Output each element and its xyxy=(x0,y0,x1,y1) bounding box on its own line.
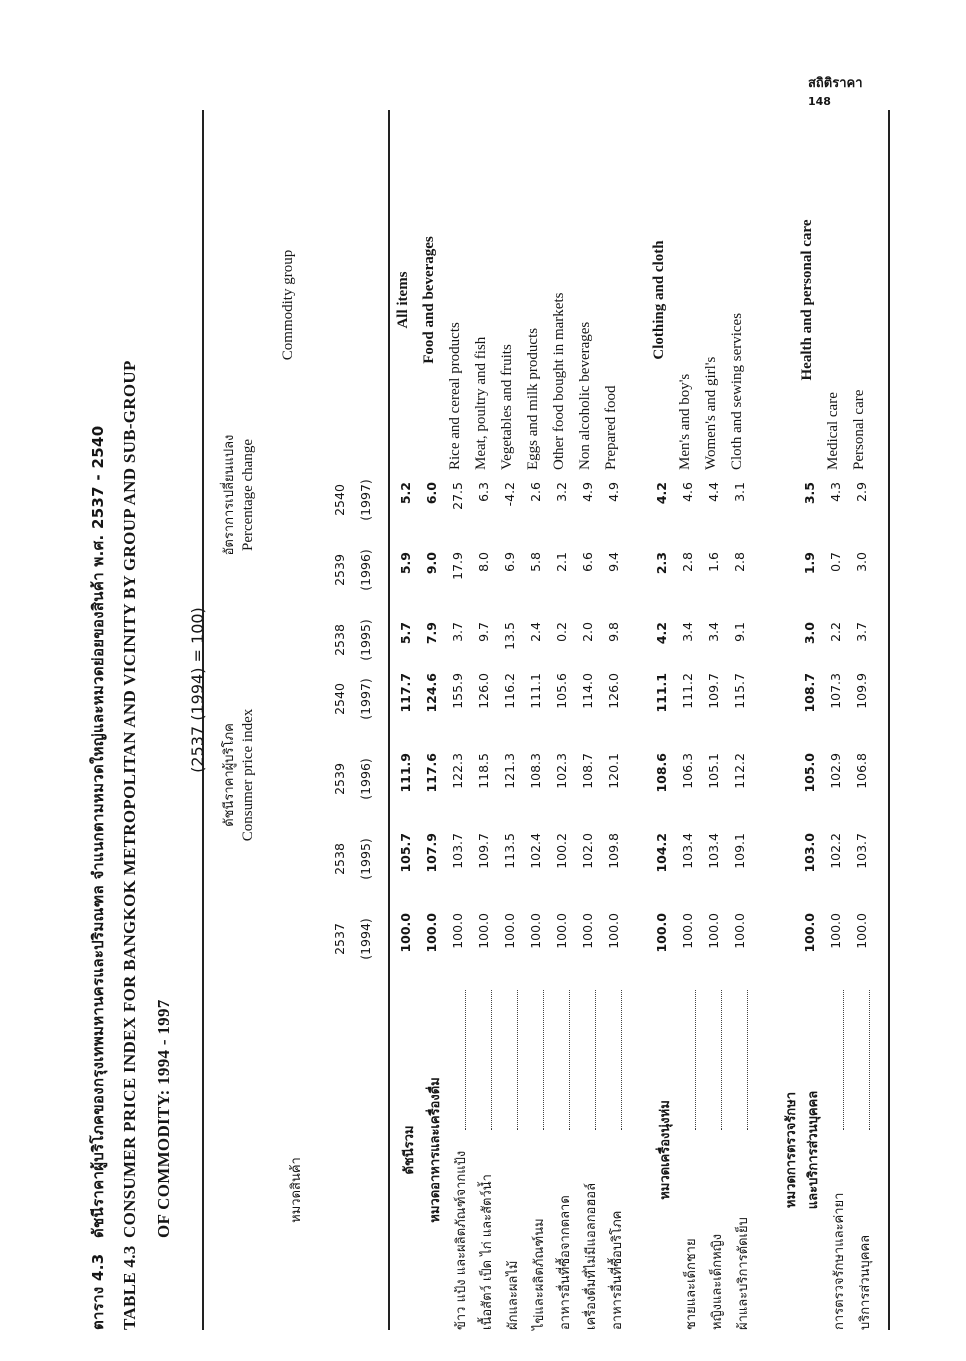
pct-value: 4.6 xyxy=(680,482,695,502)
cpi-value: 109.8 xyxy=(606,833,621,869)
pct-value: 6.6 xyxy=(580,552,595,572)
row-label-thai-line1: หมวดการตรวจรักษา xyxy=(784,1091,799,1209)
pct-value: 8.0 xyxy=(476,552,491,572)
pct-value: 2.8 xyxy=(732,552,747,572)
pct-value: 2.2 xyxy=(828,622,843,642)
pct-value: 3.7 xyxy=(854,622,869,642)
cpi-value: 126.0 xyxy=(476,673,491,709)
pct-value: 9.1 xyxy=(732,622,747,642)
cpi-value: 100.0 xyxy=(476,913,491,949)
pct-value: 27.5 xyxy=(450,482,465,510)
cpi-value: 103.0 xyxy=(802,833,817,873)
row-label-thai: ข้าว แป้ง และผลิตภัณฑ์จากแป้ง xyxy=(454,1150,469,1330)
pct-header-english: Percentage change xyxy=(240,438,256,552)
pct-value: 7.9 xyxy=(424,622,439,645)
cpi-value: 105.1 xyxy=(706,753,721,789)
pct-value: 4.2 xyxy=(654,482,669,505)
pct-year-be: 2539 xyxy=(332,554,347,586)
row-label-english: Meat, poultry and fish xyxy=(473,336,489,470)
leader-dots xyxy=(621,990,622,1130)
row-label-english: Eggs and milk products xyxy=(525,327,541,470)
cpi-year-ce: (1994) xyxy=(358,918,373,960)
cpi-value: 109.7 xyxy=(476,833,491,869)
cpi-year-ce: (1995) xyxy=(358,838,373,880)
cpi-value: 116.2 xyxy=(502,673,517,709)
pct-value: 4.9 xyxy=(606,482,621,502)
row-label-english: Women's and girl's xyxy=(703,356,719,470)
pct-value: 4.2 xyxy=(654,622,669,645)
leader-dots xyxy=(465,990,466,1130)
title-english-line1: CONSUMER PRICE INDEX FOR BANGKOK METROPOLITAN AND VICINITY BY GROUP AND SUB-GROUP xyxy=(120,360,139,1238)
cpi-year-be: 2539 xyxy=(332,763,347,795)
row-label-english: Clothing and cloth xyxy=(651,240,667,360)
pct-value: 4.4 xyxy=(706,482,721,502)
leader-dots xyxy=(491,990,492,1130)
table-label-thai: ตาราง 4.3 xyxy=(89,1253,107,1330)
pct-value: 5.2 xyxy=(398,482,413,505)
pct-year-be: 2538 xyxy=(332,624,347,656)
pct-value: 9.8 xyxy=(606,622,621,642)
pct-value: 3.0 xyxy=(854,552,869,572)
pct-value: 1.6 xyxy=(706,552,721,572)
pct-value: 17.9 xyxy=(450,552,465,580)
cpi-value: 118.5 xyxy=(476,753,491,789)
title-thai xyxy=(86,426,110,1330)
cpi-value: 100.0 xyxy=(424,913,439,953)
row-label-thai: หมวดอาหารและเครื่องดื่ม xyxy=(428,1077,443,1223)
row-label-thai: การตรวจรักษาและค่ายา xyxy=(832,1192,847,1330)
leader-dots xyxy=(843,990,844,1130)
pct-value: 3.4 xyxy=(680,622,695,642)
title-thai-text: ดัชนีราคาผู้บริโภคของกรุงเทพมหานครและปริมณฑล จำแนกตามหมวดใหญ่และหมวดย่อยของสินค้า พ.ศ. 2537 - 2540 xyxy=(89,425,107,1238)
cpi-value: 102.3 xyxy=(554,753,569,789)
cpi-value: 100.0 xyxy=(398,913,413,953)
cpi-value: 108.7 xyxy=(580,753,595,789)
row-label-english: Rice and cereal products xyxy=(447,322,463,470)
leader-dots xyxy=(517,990,518,1130)
row-label-english: Prepared food xyxy=(603,385,619,470)
row-label-thai: เครื่องดื่มที่ไม่มีแอลกอฮอล์ xyxy=(584,1182,599,1330)
pct-year-be: 2540 xyxy=(332,484,347,516)
pct-value: 3.7 xyxy=(450,622,465,642)
leader-dots xyxy=(721,990,722,1130)
row-label-english: Other food bought in markets xyxy=(551,292,567,470)
row-label-thai: หญิงและเด็กหญิง xyxy=(710,1233,725,1330)
row-label-thai: ผ้าและบริการตัดเย็บ xyxy=(736,1217,751,1330)
cpi-year-ce: (1997) xyxy=(358,678,373,720)
pct-value: 6.3 xyxy=(476,482,491,502)
cpi-value: 115.7 xyxy=(732,673,747,709)
leader-dots xyxy=(543,990,544,1130)
pct-year-ce: (1997) xyxy=(358,479,373,521)
row-label-english: Food and beverages xyxy=(421,236,437,364)
row-label-thai: อาหารอื่นที่ซื้อจากตลาด xyxy=(558,1195,573,1330)
cpi-value: 102.0 xyxy=(580,833,595,869)
pct-value: 1.9 xyxy=(802,552,817,575)
pct-value: 9.0 xyxy=(424,552,439,575)
cpi-value: 122.3 xyxy=(450,753,465,789)
cpi-value: 108.3 xyxy=(528,753,543,789)
pct-value: 6.0 xyxy=(424,482,439,505)
cpi-value: 105.7 xyxy=(398,833,413,873)
cpi-value: 100.0 xyxy=(680,913,695,949)
table-label-english: TABLE 4.3 xyxy=(120,1245,139,1330)
cpi-value: 120.1 xyxy=(606,753,621,789)
pct-value: 2.8 xyxy=(680,552,695,572)
cpi-value: 100.0 xyxy=(528,913,543,949)
cpi-value: 112.2 xyxy=(732,753,747,789)
row-label-english: Medical care xyxy=(825,392,841,470)
cpi-value: 111.2 xyxy=(680,673,695,709)
cpi-value: 100.0 xyxy=(732,913,747,949)
cpi-value: 104.2 xyxy=(654,833,669,873)
row-label-english: Men's and boy's xyxy=(677,373,693,470)
pct-value: 2.9 xyxy=(854,482,869,502)
cpi-year-ce: (1996) xyxy=(358,758,373,800)
cpi-value: 121.3 xyxy=(502,753,517,789)
cpi-value: 103.4 xyxy=(706,833,721,869)
pct-value: -4.2 xyxy=(502,482,517,507)
pct-value: 3.4 xyxy=(706,622,721,642)
cpi-value: 102.9 xyxy=(828,753,843,789)
row-label-english: All items xyxy=(395,271,411,329)
title-english-line2: OF COMMODITY: 1994 - 1997 xyxy=(154,999,173,1238)
title-english xyxy=(120,360,140,1330)
cpi-value: 100.2 xyxy=(554,833,569,869)
cpi-value: 109.1 xyxy=(732,833,747,869)
cpi-value: 106.8 xyxy=(854,753,869,789)
cpi-value: 126.0 xyxy=(606,673,621,709)
pct-value: 4.9 xyxy=(580,482,595,502)
base-note: (2537 (1994) = 100) xyxy=(188,607,207,773)
cpi-value: 100.0 xyxy=(606,913,621,949)
row-label-thai: ชายและเด็กชาย xyxy=(684,1238,699,1330)
row-label-thai: ดัชนีรวม xyxy=(402,1125,417,1175)
cpi-header-thai: ดัชนีราคาผู้บริโภค xyxy=(222,723,237,827)
pct-value: 5.9 xyxy=(398,552,413,575)
commodity-header-thai: หมวดสินค้า xyxy=(289,1157,304,1223)
cpi-value: 105.6 xyxy=(554,673,569,709)
cpi-value: 109.9 xyxy=(854,673,869,709)
section-title: สถิติราคา xyxy=(808,76,863,91)
cpi-value: 108.7 xyxy=(802,673,817,713)
cpi-value: 107.3 xyxy=(828,673,843,709)
cpi-value: 117.6 xyxy=(424,753,439,793)
pct-value: 3.2 xyxy=(554,482,569,502)
row-label-thai: อาหารอื่นที่ซื้อบริโภค xyxy=(610,1210,625,1330)
leader-dots xyxy=(869,990,870,1130)
cpi-value: 155.9 xyxy=(450,673,465,709)
leader-dots xyxy=(695,990,696,1130)
cpi-value: 100.0 xyxy=(450,913,465,949)
cpi-year-be: 2538 xyxy=(332,843,347,875)
pct-value: 6.9 xyxy=(502,552,517,572)
cpi-value: 100.0 xyxy=(580,913,595,949)
cpi-year-be: 2540 xyxy=(332,683,347,715)
row-label-english: Personal care xyxy=(851,389,867,470)
pct-header-thai: อัตราการเปลี่ยนแปลง xyxy=(222,434,237,556)
cpi-value: 106.3 xyxy=(680,753,695,789)
cpi-value: 111.9 xyxy=(398,753,413,793)
row-label-thai: และบริการส่วนบุคคล xyxy=(806,1090,821,1210)
pct-value: 2.1 xyxy=(554,552,569,572)
row-label-english: Vegetables and fruits xyxy=(499,344,515,470)
pct-value: 3.5 xyxy=(802,482,817,505)
cpi-value: 114.0 xyxy=(580,673,595,709)
row-label-thai: บริการส่วนบุคคล xyxy=(858,1234,873,1330)
pct-value: 2.3 xyxy=(654,552,669,575)
pct-value: 0.7 xyxy=(828,552,843,572)
cpi-value: 117.7 xyxy=(398,673,413,713)
cpi-value: 100.0 xyxy=(854,913,869,949)
header-bottom-rule xyxy=(388,110,390,1330)
pct-year-ce: (1996) xyxy=(358,549,373,591)
cpi-value: 100.0 xyxy=(802,913,817,953)
cpi-value: 113.5 xyxy=(502,833,517,869)
pct-value: 4.3 xyxy=(828,482,843,502)
leader-dots xyxy=(569,990,570,1130)
pct-value: 3.1 xyxy=(732,482,747,502)
row-label-thai: หมวดเครื่องนุ่งห่ม xyxy=(658,1100,673,1200)
pct-value: 5.7 xyxy=(398,622,413,645)
cpi-value: 107.9 xyxy=(424,833,439,873)
cpi-value: 108.6 xyxy=(654,753,669,793)
row-label-english: Non alcoholic beverages xyxy=(577,321,593,470)
pct-value: 2.6 xyxy=(528,482,543,502)
row-label-thai: เนื้อสัตว์ เป็ด ไก่ และสัตว์น้ำ xyxy=(480,1174,495,1330)
cpi-value: 100.0 xyxy=(502,913,517,949)
cpi-value: 111.1 xyxy=(654,673,669,713)
cpi-value: 103.7 xyxy=(450,833,465,869)
pct-value: 0.2 xyxy=(554,622,569,642)
pct-value: 9.7 xyxy=(476,622,491,642)
cpi-value: 100.0 xyxy=(654,913,669,953)
cpi-value: 103.7 xyxy=(854,833,869,869)
leader-dots xyxy=(595,990,596,1130)
cpi-value: 100.0 xyxy=(554,913,569,949)
page-number: 148 xyxy=(808,95,831,108)
cpi-value: 109.7 xyxy=(706,673,721,709)
pct-value: 2.4 xyxy=(528,622,543,642)
cpi-year-be: 2537 xyxy=(332,923,347,955)
cpi-header-english: Consumer price index xyxy=(240,708,256,842)
row-label-thai: ผักและผลไม้ xyxy=(506,1260,521,1330)
pct-value: 5.8 xyxy=(528,552,543,572)
cpi-value: 124.6 xyxy=(424,673,439,713)
table-bottom-rule xyxy=(888,110,890,1330)
cpi-value: 100.0 xyxy=(706,913,721,949)
pct-value: 13.5 xyxy=(502,622,517,650)
cpi-value: 111.1 xyxy=(528,673,543,709)
cpi-value: 102.4 xyxy=(528,833,543,869)
row-label-english: Health and personal care xyxy=(799,219,815,381)
cpi-value: 102.2 xyxy=(828,833,843,869)
leader-dots xyxy=(747,990,748,1130)
cpi-value: 103.4 xyxy=(680,833,695,869)
pct-year-ce: (1995) xyxy=(358,619,373,661)
row-label-english: Cloth and sewing services xyxy=(729,312,745,470)
cpi-value: 105.0 xyxy=(802,753,817,793)
cpi-value: 100.0 xyxy=(828,913,843,949)
pct-value: 3.0 xyxy=(802,622,817,645)
pct-value: 9.4 xyxy=(606,552,621,572)
commodity-header-english: Commodity group xyxy=(280,249,296,361)
pct-value: 2.0 xyxy=(580,622,595,642)
row-label-thai: ไข่และผลิตภัณฑ์นม xyxy=(532,1218,547,1330)
